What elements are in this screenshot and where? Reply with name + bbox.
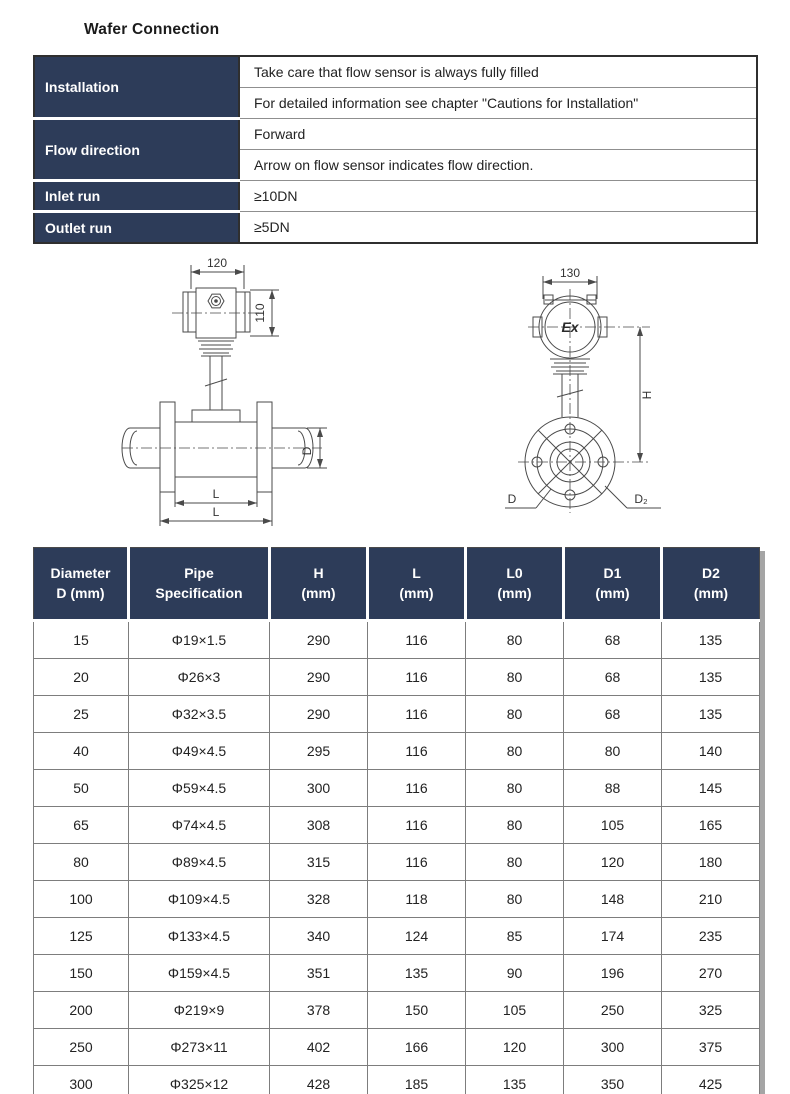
spec-table-row — [34, 844, 760, 881]
spec-table-row — [34, 955, 760, 992]
spec-cell-pipe-spec: Φ219×9 — [129, 992, 270, 1029]
spec-cell-h: 290 — [270, 696, 368, 733]
spec-cell-d1: 68 — [564, 696, 662, 733]
spec-cell-diameter: 200 — [34, 992, 129, 1029]
spec-cell-h: 308 — [270, 807, 368, 844]
dim-label-110: 110 — [253, 303, 267, 323]
spec-cell-h: 340 — [270, 918, 368, 955]
info-value: Arrow on flow sensor indicates flow direction. — [239, 150, 757, 181]
dim-label-l-inner: L — [212, 487, 220, 501]
col-header-h: H (mm) — [270, 548, 368, 621]
dim-label-h: H — [640, 390, 654, 400]
spec-cell-d1: 68 — [564, 621, 662, 659]
spec-cell-pipe-spec: Φ159×4.5 — [129, 955, 270, 992]
spec-cell-l: 116 — [368, 807, 466, 844]
dim-label-d: D — [300, 446, 314, 456]
spec-cell-d1: 250 — [564, 992, 662, 1029]
spec-cell-d2: 425 — [662, 1066, 760, 1094]
spec-table-row — [34, 992, 760, 1029]
spec-cell-d2: 180 — [662, 844, 760, 881]
spec-cell-h: 300 — [270, 770, 368, 807]
spec-cell-h: 290 — [270, 621, 368, 659]
spec-cell-d2: 210 — [662, 881, 760, 918]
spec-cell-d1: 68 — [564, 659, 662, 696]
dim-label-d-bore: D — [507, 492, 517, 506]
spec-cell-d2: 135 — [662, 659, 760, 696]
dim-label-130: 130 — [559, 266, 581, 280]
info-label-outlet-run: Outlet run — [34, 212, 239, 244]
spec-table-row — [34, 1029, 760, 1066]
spec-cell-pipe-spec: Φ89×4.5 — [129, 844, 270, 881]
spec-cell-l: 185 — [368, 1066, 466, 1094]
spec-cell-h: 295 — [270, 733, 368, 770]
info-value: Forward — [239, 119, 757, 150]
info-label-installation: Installation — [34, 56, 239, 119]
spec-cell-l: 118 — [368, 881, 466, 918]
spec-cell-pipe-spec: Φ109×4.5 — [129, 881, 270, 918]
spec-cell-d1: 350 — [564, 1066, 662, 1094]
spec-cell-pipe-spec: Φ26×3 — [129, 659, 270, 696]
spec-cell-diameter: 50 — [34, 770, 129, 807]
dim-label-120: 120 — [206, 256, 228, 270]
spec-cell-d1: 105 — [564, 807, 662, 844]
spec-cell-l0: 85 — [466, 918, 564, 955]
spec-table-row — [34, 1066, 760, 1094]
col-header-diameter: Diameter D (mm) — [34, 548, 129, 621]
spec-cell-l0: 80 — [466, 696, 564, 733]
spec-table-body — [34, 621, 760, 1094]
col-header-l: L (mm) — [368, 548, 466, 621]
dim-label-d2-flange: D₂ — [634, 492, 648, 506]
front-view-drawing — [505, 276, 661, 513]
spec-table-row — [34, 807, 760, 844]
spec-cell-pipe-spec: Φ19×1.5 — [129, 621, 270, 659]
spec-cell-d2: 135 — [662, 696, 760, 733]
spec-cell-diameter: 300 — [34, 1066, 129, 1094]
spec-cell-l: 116 — [368, 621, 466, 659]
spec-table-header — [34, 548, 760, 621]
side-view-drawing — [122, 265, 327, 526]
spec-cell-d1: 88 — [564, 770, 662, 807]
spec-cell-d2: 235 — [662, 918, 760, 955]
spec-cell-d2: 270 — [662, 955, 760, 992]
spec-table-row — [34, 696, 760, 733]
spec-table-row — [34, 621, 760, 659]
spec-cell-h: 378 — [270, 992, 368, 1029]
spec-cell-d1: 300 — [564, 1029, 662, 1066]
spec-cell-d2: 145 — [662, 770, 760, 807]
spec-table-row — [34, 770, 760, 807]
col-header-pipe-spec: Pipe Specification — [129, 548, 270, 621]
spec-cell-diameter: 80 — [34, 844, 129, 881]
info-row-outlet-run — [34, 212, 757, 244]
spec-cell-d1: 196 — [564, 955, 662, 992]
spec-cell-d1: 80 — [564, 733, 662, 770]
spec-cell-d1: 120 — [564, 844, 662, 881]
spec-cell-pipe-spec: Φ273×11 — [129, 1029, 270, 1066]
spec-cell-h: 428 — [270, 1066, 368, 1094]
info-label-inlet-run: Inlet run — [34, 181, 239, 212]
spec-cell-l0: 80 — [466, 807, 564, 844]
spec-cell-d2: 140 — [662, 733, 760, 770]
spec-cell-diameter: 65 — [34, 807, 129, 844]
spec-cell-pipe-spec: Φ325×12 — [129, 1066, 270, 1094]
spec-cell-l: 116 — [368, 844, 466, 881]
spec-cell-l: 166 — [368, 1029, 466, 1066]
page-title: Wafer Connection — [84, 21, 220, 38]
installation-info-table — [33, 55, 758, 244]
spec-cell-l: 124 — [368, 918, 466, 955]
col-header-l0: L0 (mm) — [466, 548, 564, 621]
spec-cell-pipe-spec: Φ49×4.5 — [129, 733, 270, 770]
info-value: ≥10DN — [239, 181, 757, 212]
spec-cell-h: 315 — [270, 844, 368, 881]
info-label-flow-direction: Flow direction — [34, 119, 239, 181]
spec-cell-pipe-spec: Φ32×3.5 — [129, 696, 270, 733]
spec-table-row — [34, 881, 760, 918]
spec-cell-pipe-spec: Φ59×4.5 — [129, 770, 270, 807]
spec-cell-l0: 90 — [466, 955, 564, 992]
col-header-d2: D2 (mm) — [662, 548, 760, 621]
spec-cell-diameter: 125 — [34, 918, 129, 955]
info-row-flow-direction — [34, 119, 757, 150]
spec-cell-diameter: 40 — [34, 733, 129, 770]
spec-cell-d2: 325 — [662, 992, 760, 1029]
spec-cell-diameter: 100 — [34, 881, 129, 918]
spec-cell-l: 150 — [368, 992, 466, 1029]
info-row-installation — [34, 56, 757, 88]
spec-cell-l: 116 — [368, 659, 466, 696]
spec-cell-l0: 120 — [466, 1029, 564, 1066]
installation-drawings — [0, 245, 790, 545]
spec-cell-d2: 165 — [662, 807, 760, 844]
spec-cell-l: 116 — [368, 733, 466, 770]
spec-cell-l: 135 — [368, 955, 466, 992]
spec-table-row — [34, 918, 760, 955]
spec-cell-diameter: 20 — [34, 659, 129, 696]
spec-cell-diameter: 150 — [34, 955, 129, 992]
spec-cell-l0: 80 — [466, 770, 564, 807]
spec-cell-diameter: 250 — [34, 1029, 129, 1066]
info-value: Take care that flow sensor is always fully filled — [239, 56, 757, 88]
spec-cell-diameter: 25 — [34, 696, 129, 733]
flow-meter-drawing-svg — [0, 245, 790, 545]
spec-cell-l: 116 — [368, 770, 466, 807]
spec-cell-h: 351 — [270, 955, 368, 992]
spec-table-row — [34, 733, 760, 770]
spec-cell-l0: 80 — [466, 733, 564, 770]
spec-cell-l0: 80 — [466, 881, 564, 918]
spec-cell-l0: 105 — [466, 992, 564, 1029]
spec-cell-diameter: 15 — [34, 621, 129, 659]
spec-cell-d1: 174 — [564, 918, 662, 955]
spec-cell-h: 328 — [270, 881, 368, 918]
spec-cell-l0: 80 — [466, 844, 564, 881]
spec-cell-d1: 148 — [564, 881, 662, 918]
spec-cell-l0: 80 — [466, 621, 564, 659]
spec-cell-h: 402 — [270, 1029, 368, 1066]
side-view-labels — [207, 256, 314, 519]
spec-cell-d2: 375 — [662, 1029, 760, 1066]
spec-table-row — [34, 659, 760, 696]
spec-cell-l: 116 — [368, 696, 466, 733]
spec-cell-pipe-spec: Φ133×4.5 — [129, 918, 270, 955]
info-value: For detailed information see chapter "Cautions for Installation" — [239, 88, 757, 119]
ex-marking-label: Ex — [561, 319, 579, 335]
spec-cell-d2: 135 — [662, 621, 760, 659]
spec-cell-l0: 80 — [466, 659, 564, 696]
dimension-spec-table — [33, 547, 760, 1094]
info-row-inlet-run — [34, 181, 757, 212]
spec-cell-l0: 135 — [466, 1066, 564, 1094]
info-value: ≥5DN — [239, 212, 757, 244]
dim-label-l-outer: L — [212, 505, 220, 519]
spec-cell-pipe-spec: Φ74×4.5 — [129, 807, 270, 844]
spec-cell-h: 290 — [270, 659, 368, 696]
col-header-d1: D1 (mm) — [564, 548, 662, 621]
